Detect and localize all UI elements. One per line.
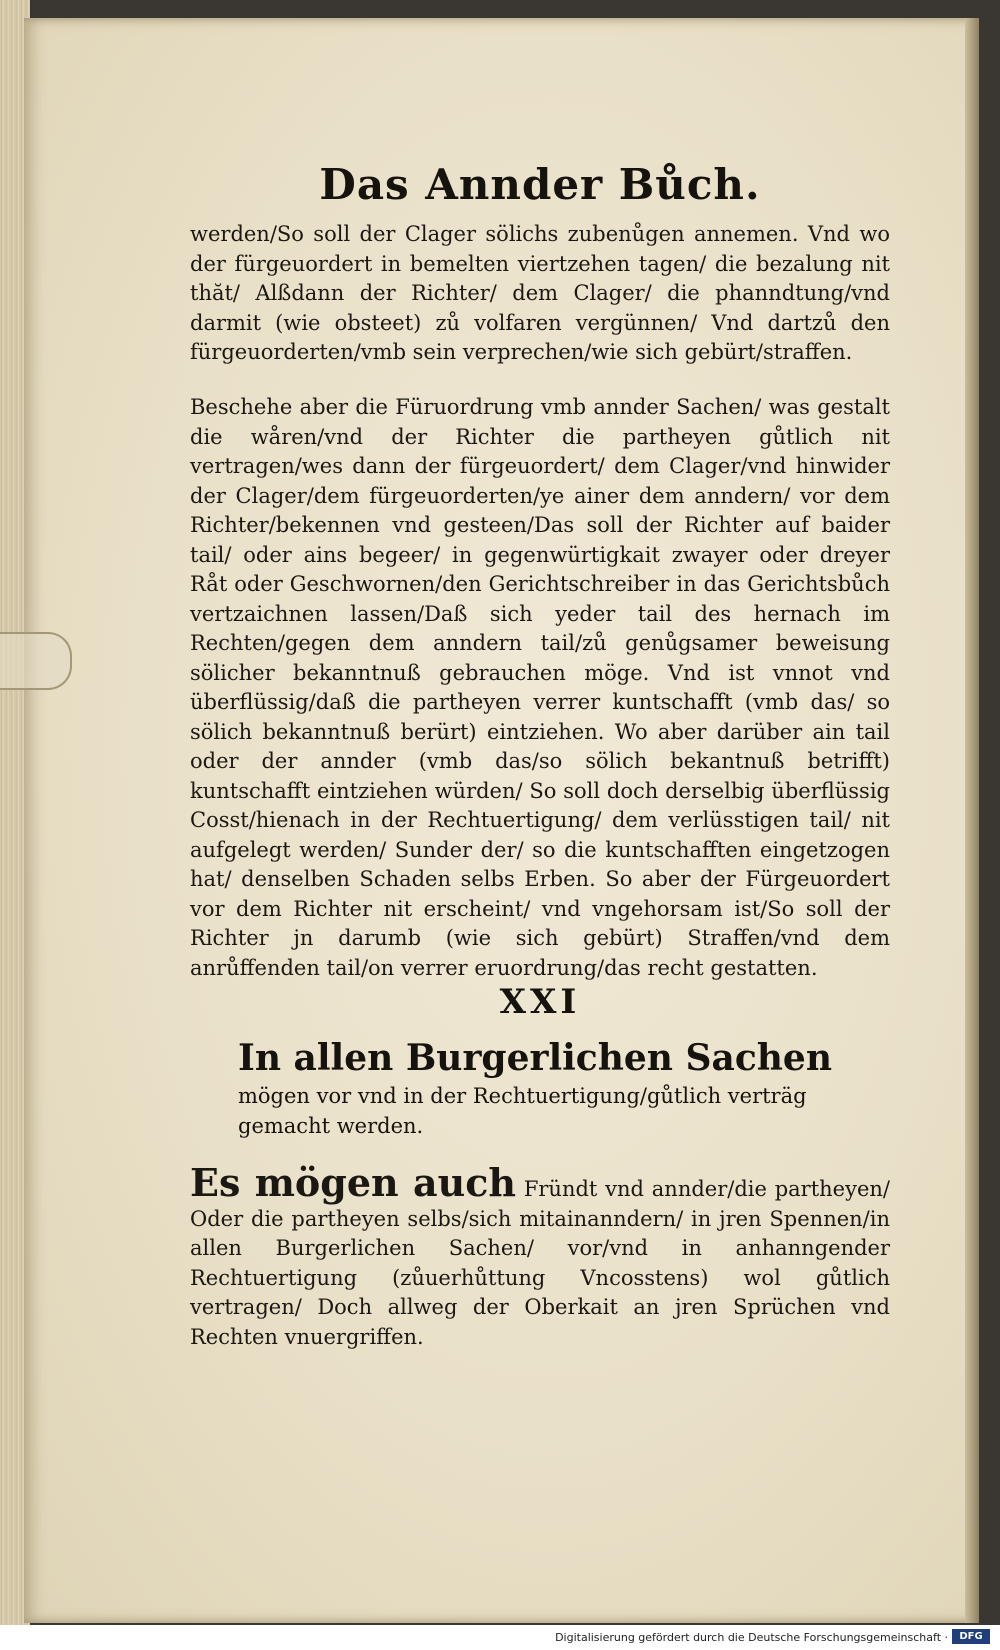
chapter-title [238, 1035, 848, 1141]
page-gutter-shadow [965, 18, 979, 1623]
chapter-title-main: In allen Burgerlichen Sachen [238, 1037, 832, 1079]
paragraph-3-initial-words: Es mögen auch [190, 1160, 517, 1205]
chapter-number: XXI [499, 982, 581, 1022]
paragraph-1: werden/So soll der Clager sölichs zubenůgen annemen. Vnd wo der fürgeuordert in bemelten viertzehen tagen/ die bezalung nit thăt/ Alßdann der Richter/ dem Clager/ die phanndtung/vnd darmit (wie obsteet) zů volfaren vergünnen/ Vnd dartzů den fürgeuorderten/vmb sein verprechen/wie sich gebürt/straffen. [190, 222, 890, 364]
paragraph-2: Beschehe aber die Füruordrung vmb annder Sachen/ was gestalt die wåren/vnd der Richter die partheyen gůtlich nit vertragen/wes dann der fürgeuordert/ dem Clager/vnd hinwider der Clager/dem fürgeuorderten/ye ainer dem anndern/ vor dem Richter/bekennen vnd gesteen/Das soll der Richter auf baider tail/ oder ains begeer/ in gegenwürtigkait zwayer oder dreyer Råt oder Geschwornen/den Gerichtschreiber in das Gerichtsbůch vertzaichnen lassen/Daß sich yeder tail des hernach im Rechten/gegen dem anndern tail/zů genůgsamer beweisung sölicher bekanntnuß gebrauchen möge. Vnd ist vnnot vnd überflüssig/daß die partheyen verrer kuntschafft (vmb das/ so sölich bekanntnuß berürt) eintziehen. Wo aber darüber ain tail oder der annder (vmb das/so sölich bekantnuß betrifft) kuntschafft eintziehen würden/ So soll doch derselbig überflüssig Cosst/hienach in der Rechtuertigung/ dem verlüsstigen tail/ nit aufgelegt werden/ Sunder der/ so die kuntschafften eingetzogen hat/ denselben Schaden selbs Erben. So aber der Fürgeuordert vor dem Richter nit erscheint/ vnd vngehorsam ist/So soll der Richter jn darumb (wie sich gebürt) Straffen/vnd dem anrůffenden tail/on verrer eruordrung/das recht gestatten. [190, 395, 890, 980]
footer-credit: Digitalisierung gefördert durch die Deutsche Forschungsgemeinschaft · [555, 1631, 948, 1644]
running-head: Das Annder Bůch. [319, 160, 761, 209]
paragraph-3-text: Fründt vnd annder/die partheyen/ Oder die partheyen selbs/sich mitainanndern/ in jren Spennen/in allen Burgerlichen Sachen/ vor/vnd in anhanngender Rechtuertigung (zůuerhůttung Vncosstens) wol gůtlich vertragen/ Doch allweg der Oberkait an jren Sprüchen vnd Rechten vnuergriffen. [190, 1177, 891, 1349]
bookmark-ribbon [0, 632, 72, 690]
chapter-title-sub: mögen vor vnd in der Rechtuertigung/gůtlich verträg gemacht werden. [238, 1084, 807, 1138]
dfg-logo-icon: DFG [952, 1629, 990, 1644]
paragraph-3 [190, 1160, 891, 1352]
